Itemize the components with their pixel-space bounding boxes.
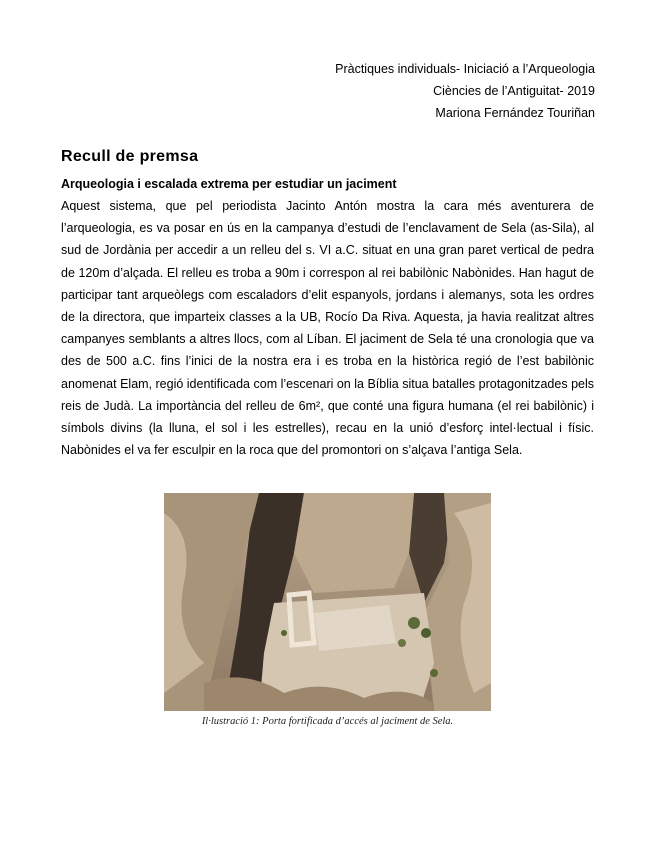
article-body: Aquest sistema, que pel periodista Jacinto Antón mostra la cara més aventurera de l’arqueologia, es va posar en ús en la campanya d’estudi de l’enclavament de Sela (as-Sila), al sud de Jordània per accedir a un relleu del s. VI a.C. situat en una gran paret vertical de pedra de 120m d’alçada. El relleu es troba a 90m i correspon al rei babilònic Nabònides. Han hagut de participar tant arqueòlegs com escaladors d’elit espanyols, jordans i alemanys, sota les ordres de la directora, que imparteix classes a la UB, Rocío Da Riva. Aquesta, ja havia realitzat altres campanyes semblants a altres llocs, com al Líban. El jaciment de Sela té una cronologia que va des de 500 a.C. fins l’inici de la nostra era i es troba en la històrica regió de l’est babilònic anomenat Elam, regió identificada com l’escenari on la Bíblia situa batalles protagonitzades pels reis de Judà. La importància del relleu de 6m², que conté una figura humana (el rei babilònic) i símbols divins (la lluna, el sol i les estrelles), recau en la unió d’esforç intel·lectual i físic. Nabònides el va fer esculpir en la roca que del promontori on s’alçava l’antiga Sela. xyxy=(61,199,594,458)
article-title: Arqueologia i escalada extrema per estudiar un jaciment xyxy=(61,177,397,191)
archaeological-site-photo xyxy=(164,493,491,711)
header-author: Mariona Fernández Touriñan xyxy=(435,106,595,120)
section-title: Recull de premsa xyxy=(61,148,199,165)
header-course: Pràctiques individuals- Iniciació a l’Arqueologia xyxy=(335,62,595,76)
header-degree: Ciències de l’Antiguitat- 2019 xyxy=(433,84,595,98)
document-header xyxy=(335,58,595,124)
figure-caption: Il·lustració 1: Porta fortificada d’accés al jaciment de Sela. xyxy=(201,716,454,727)
